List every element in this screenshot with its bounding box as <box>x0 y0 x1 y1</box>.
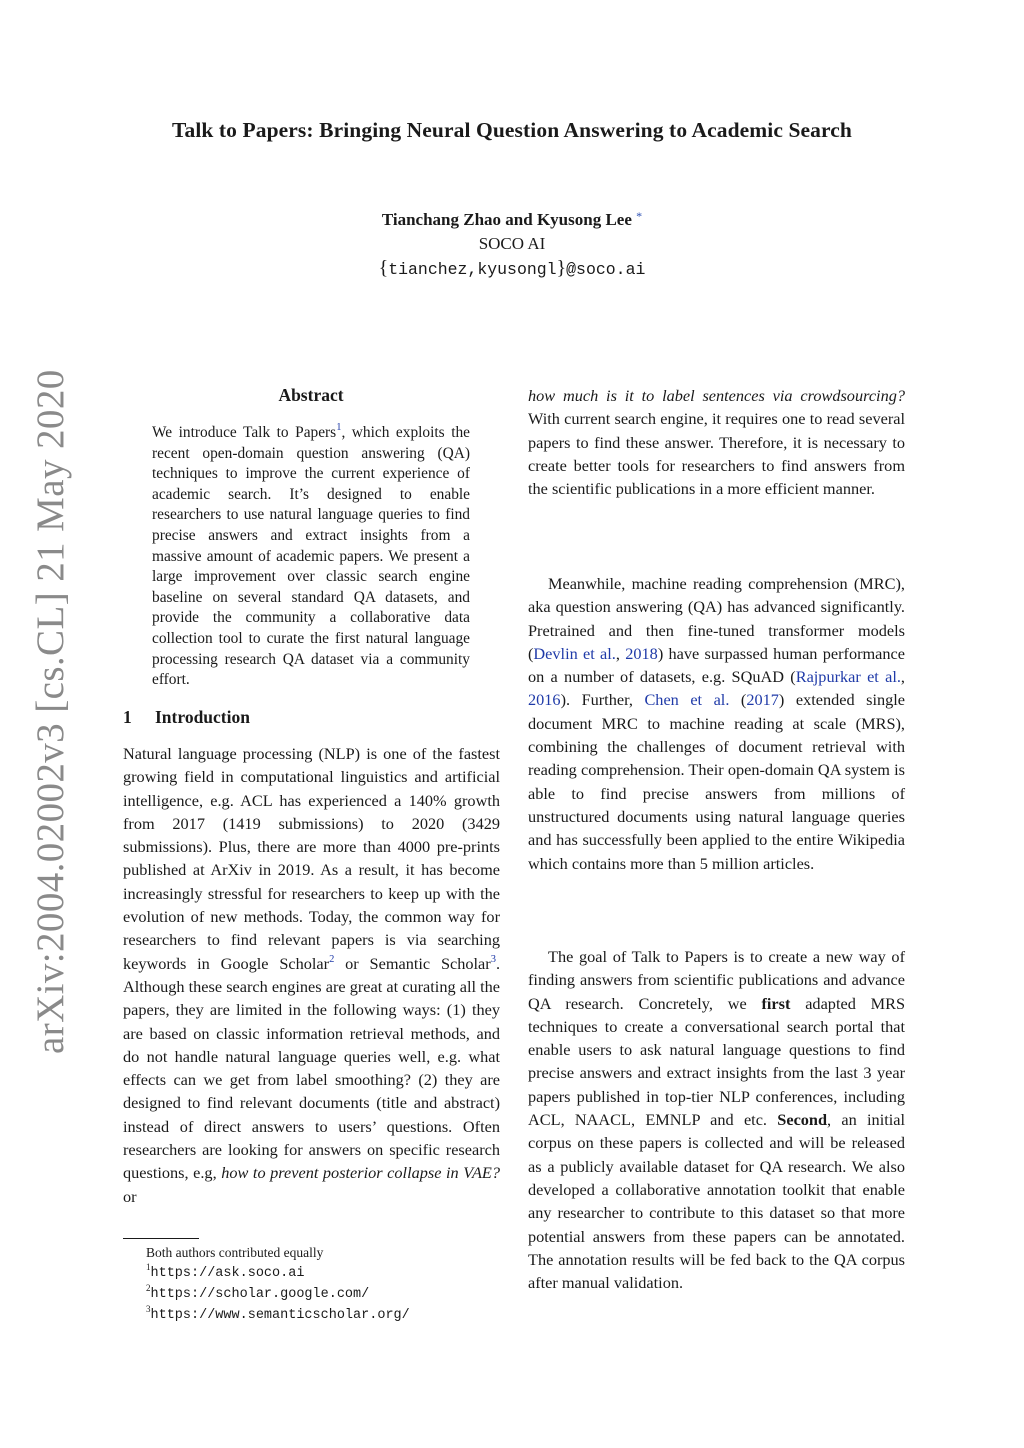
citation-devlin-year[interactable]: 2018 <box>625 643 658 663</box>
footnote-2: $^2$https://scholar.google.com/ <box>146 1283 370 1302</box>
author-names: Tianchang Zhao and Kyusong Lee <box>381 210 632 229</box>
author-emails: {tianchez,kyusongl}@soco.ai <box>378 257 646 279</box>
abstract-body: We introduce Talk to Papers$^1$, which exploits the recent open-domain question answering (QA) techniques to improve the current experience of academic search. It’s designed to enable researchers to use natural language queries to find precise answers and extract insights from a massive amount of academic papers. We present a large improvement over classic search engine baseline on several standard QA datasets, and provide the community a collaborative data collection tool to curate the first natural language processing research QA dataset via a community effort. <box>152 422 470 689</box>
footnote-ref-3[interactable]: 3 <box>490 953 496 965</box>
equal-contribution-marker[interactable]: * <box>636 209 643 223</box>
footnote-3: $^3$https://www.semanticscholar.org/ <box>146 1304 410 1323</box>
citation-chen-year[interactable]: 2017 <box>746 690 779 710</box>
footnote-divider <box>123 1238 199 1239</box>
affiliation: SOCO AI <box>478 234 546 253</box>
citation-rajpurkar[interactable]: Rajpurkar et al. <box>795 667 901 687</box>
arxiv-identifier: arXiv:2004.02002v3 [cs.CL] 21 May 2020 <box>29 369 72 1054</box>
footnote-3-link[interactable]: https://www.semanticscholar.org/ <box>150 1308 410 1323</box>
intro-paragraph-1: Natural language processing (NLP) is one of the fastest growing field in computational linguistics and artificial intelligence, e.g. ACL has experienced a 140% growth from 2017 (1419 submissions) to 2020 (3429 submissions). Plus, there are more than 4000 pre-prints published at ArXiv in 2019. As a result, it has become increasingly stressful for researchers to keep up with the evolution of new methods. Today, the common way for researchers to find relevant papers is via searching keywords in Google Scholar$^2$ or Semantic Scholar$^3$. Although these search engines are great at curating all the papers, they are limited in the following ways: (1) they are based on classic information retrieval methods, and do not handle natural language queries well, e.g. what effects can we get from label smoothing? (2) they are designed to find relevant documents (title and abstract) instead of direct answers to users’ questions. Often researchers are looking for answers on specific research questions, e.g, how to prevent posterior collapse in VAE? or <box>123 744 501 1206</box>
footnote-ref-2[interactable]: 2 <box>329 953 335 965</box>
intro-paragraph-3: The goal of Talk to Papers is to create a new way of finding answers from scientific publications and advance QA research. Concretely, we first adapted MRS techniques to create a conversational search portal that enable users to ask natural language questions to find precise answers and extract insights from the last 3 year papers published in top-tier NLP conferences, including ACL, NAACL, EMNLP and etc. Second, an initial corpus on these papers is collected and will be released as a publicly available dataset for QA research. We also developed a collaborative annotation toolkit that enable any researcher to contribute to this dataset so that more potential answers from these papers can be annotated. The annotation results will be fed back to the QA corpus after manual validation. <box>528 947 906 1293</box>
footnote-1-link[interactable]: https://ask.soco.ai <box>150 1266 305 1281</box>
citation-rajpurkar-year[interactable]: 2016 <box>528 690 561 710</box>
example-question-crowdsourcing: how much is it to label sentences via crowdsourcing? <box>528 386 905 405</box>
footnotes <box>146 1243 410 1325</box>
citation-devlin[interactable]: Devlin et al. <box>533 643 616 663</box>
footnote-2-link[interactable]: https://scholar.google.com/ <box>150 1287 370 1302</box>
section-heading-introduction: 1 Introduction <box>123 707 250 727</box>
intro-paragraph-1-continued: how much is it to label sentences via crowdsourcing? With current search engine, it requires one to read several papers to find these answer. Therefore, it is necessary to create better tools for researchers to find answers from the scientific publications in a more efficient manner. <box>528 386 905 499</box>
intro-paragraph-2: Meanwhile, machine reading comprehension (MRC), aka question answering (QA) has advanced significantly. Pretrained and then fine-tuned transformer models (Devlin et al., 2018) have surpassed human performance on a number of datasets, e.g. SQuAD (Rajpurkar et al., 2016). Further, Chen et al. (2017) extended single document MRC to machine reading at scale (MRS), combining the challenges of document retrieval with reading comprehension. Their open-domain QA system is able to find precise answers from millions of unstructured documents using natural language queries and has successfully been applied to the entire Wikipedia which contains more than 5 million articles. <box>528 574 906 873</box>
example-question-vae: how to prevent posterior collapse in VAE? <box>221 1163 500 1183</box>
footnote-ref-1[interactable]: 1 <box>336 422 342 433</box>
citation-chen[interactable]: Chen et al. <box>644 690 730 710</box>
author-block <box>0 204 1024 282</box>
footnote-1: $^1$https://ask.soco.ai <box>146 1262 305 1281</box>
paper-title: Talk to Papers: Bringing Neural Question Answering to Academic Search <box>172 118 852 142</box>
abstract-heading: Abstract <box>278 385 344 405</box>
footnote-equal-contribution: Both authors contributed equally <box>146 1245 324 1260</box>
